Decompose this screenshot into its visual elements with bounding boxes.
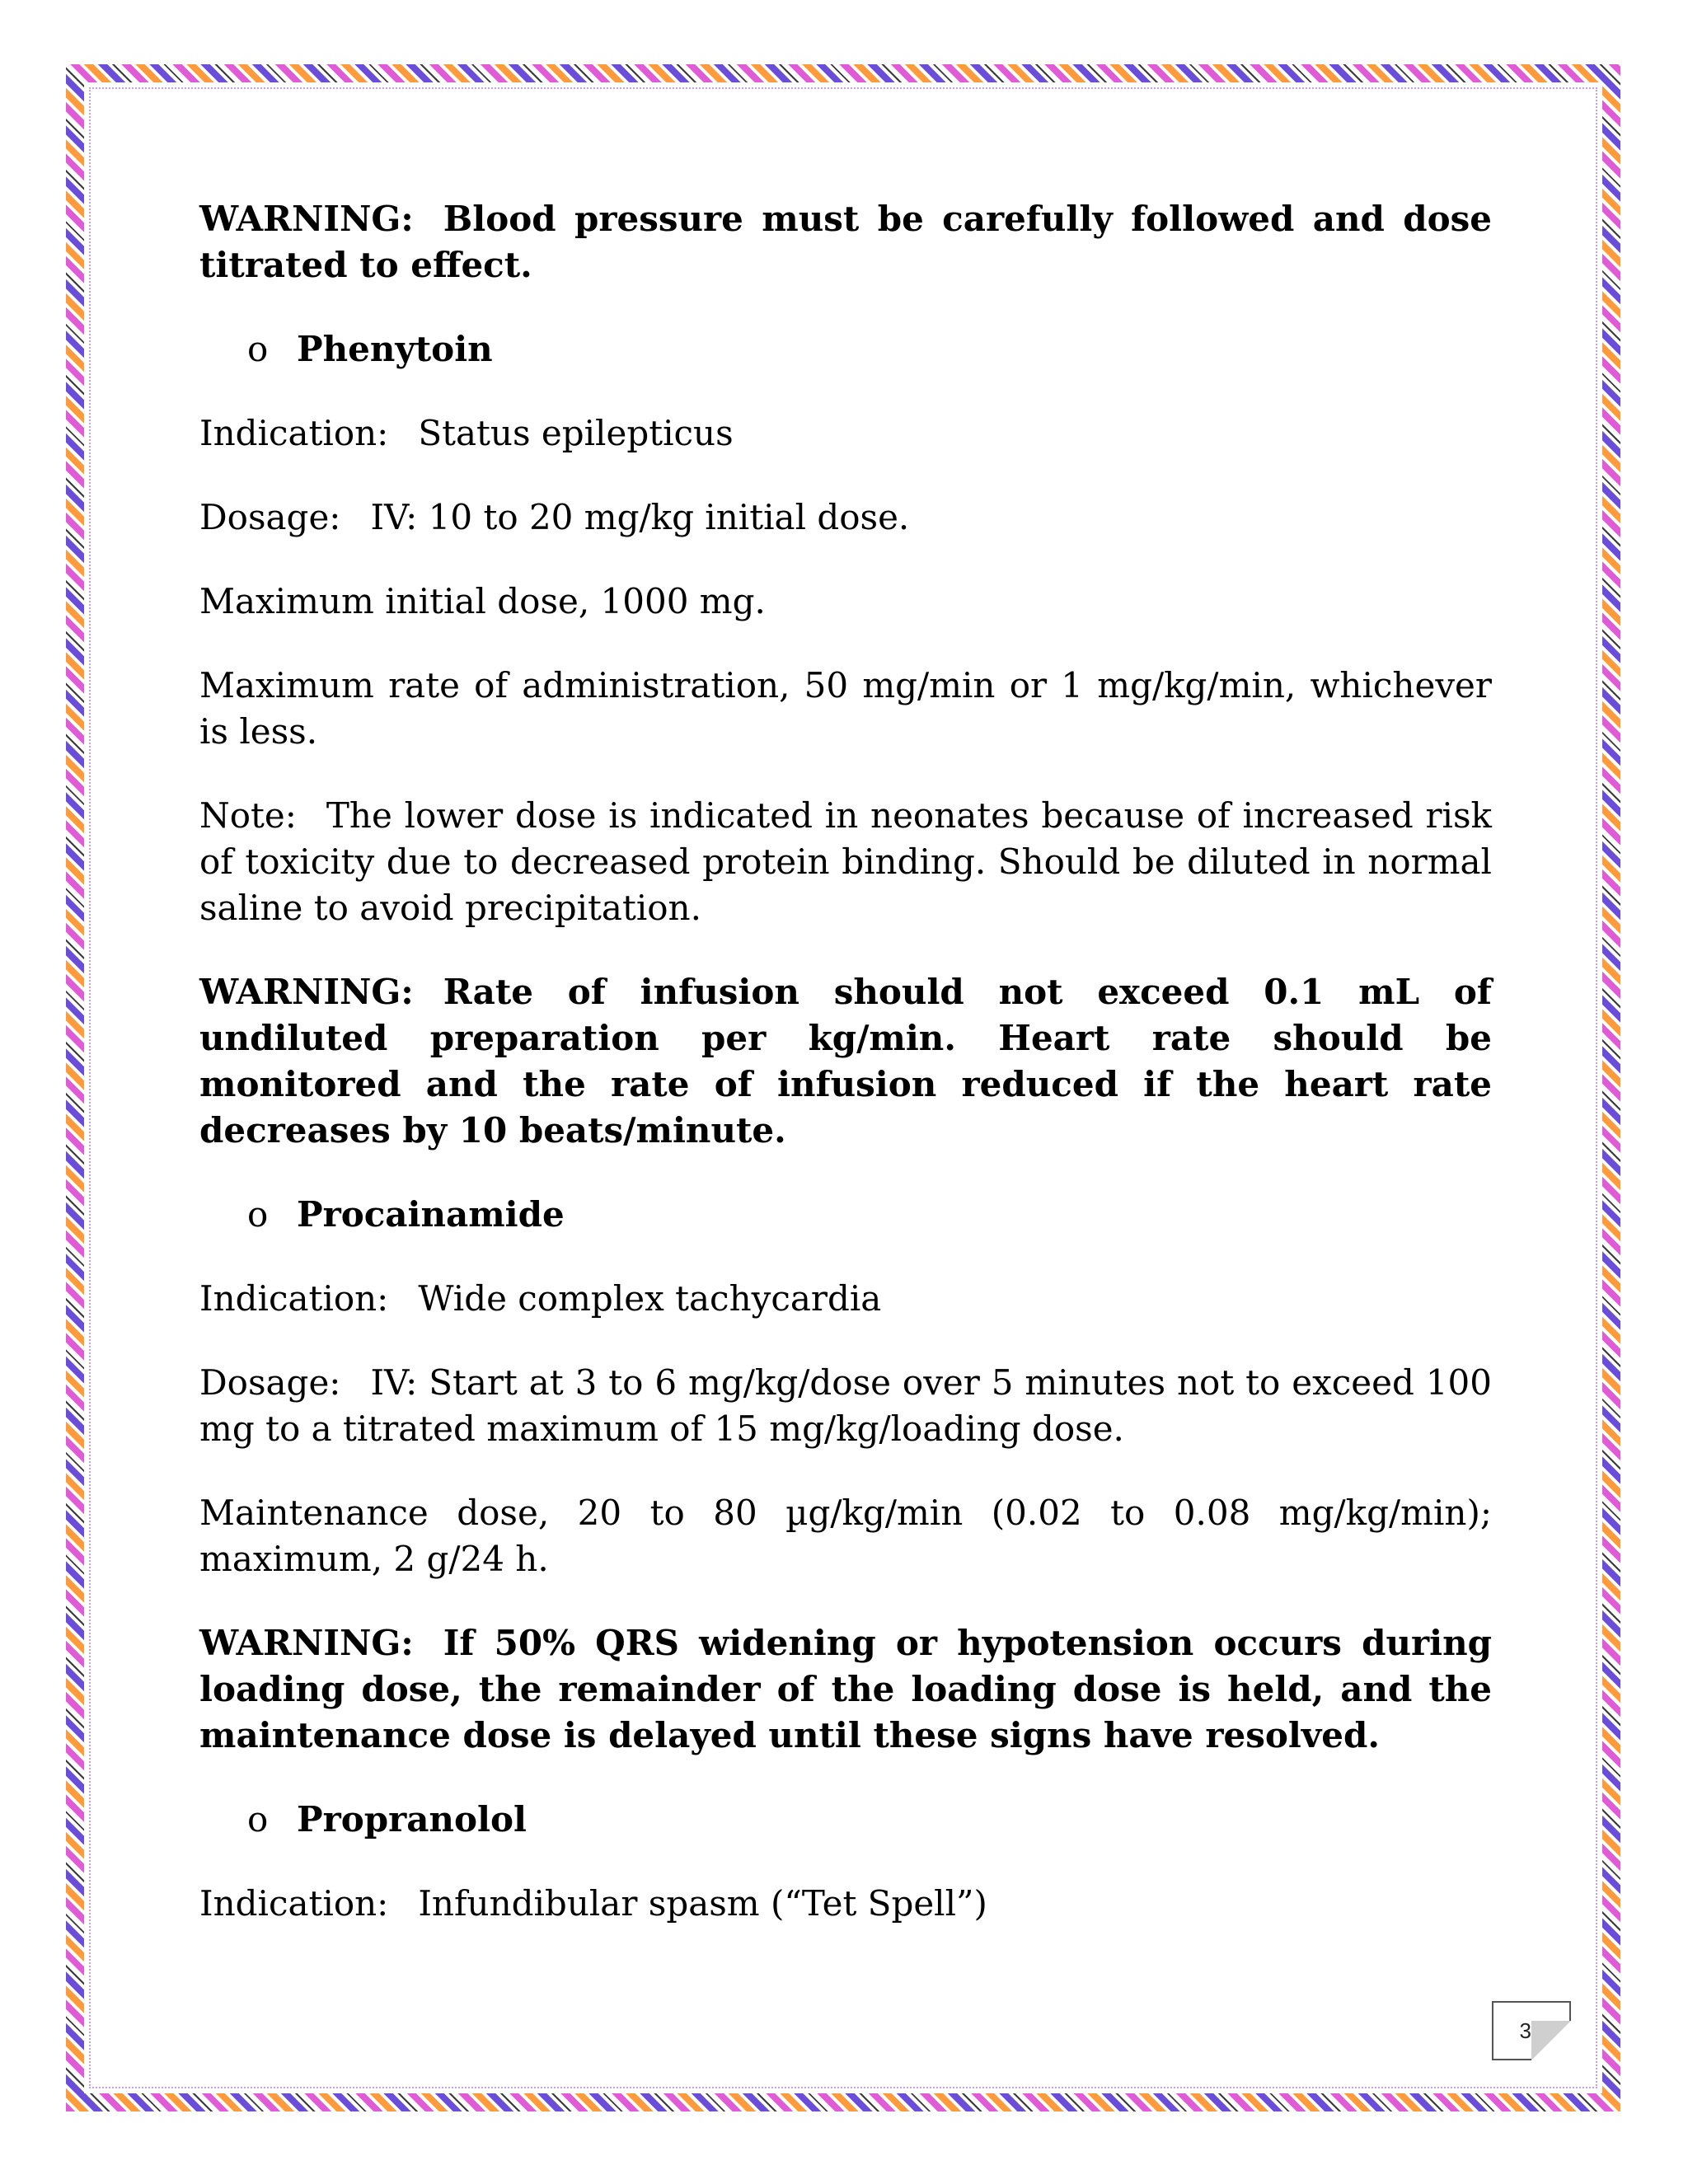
dosage-text: IV: 10 to 20 mg/kg initial dose. [370,497,910,537]
indication-label: Indication: [199,413,389,453]
phenytoin-indication [199,410,1492,457]
page-fold-icon [1531,2021,1571,2060]
note-text: The lower dose is indicated in neonates because of increased risk of toxicity due to decreased protein binding. Should be diluted in normal saline to avoid precipitation. [199,795,1492,928]
procainamide-indication [199,1276,1492,1322]
dosage-label: Dosage: [199,1362,341,1403]
phenytoin-warning [199,969,1492,1154]
section-heading-propranolol [199,1797,1492,1843]
indication-text: Infundibular spasm (“Tet Spell”) [418,1883,987,1924]
indication-text: Status epilepticus [418,413,734,453]
propranolol-indication [199,1881,1492,1927]
procainamide-warning [199,1620,1492,1759]
phenytoin-max-dose: Maximum initial dose, 1000 mg. [199,581,766,621]
indication-label: Indication: [199,1883,389,1924]
warning-blood-pressure [199,196,1492,288]
heading-text: Propranolol [297,1799,527,1840]
note-label: Note: [199,795,297,836]
procainamide-dosage [199,1360,1492,1452]
warning-label: WARNING: [199,199,414,239]
indication-text: Wide complex tachycardia [418,1278,882,1319]
warning-text: Rate of infusion should not exceed 0.1 mL of undiluted preparation per kg/min. Heart rate should be monitored and the rate of infusion reduced if the heart rate decreases by 10 beats/minute. [199,972,1492,1151]
phenytoin-max-rate: Maximum rate of administration, 50 mg/min or 1 mg/kg/min, whichever is less. [199,665,1492,752]
warning-label: WARNING: [199,972,414,1012]
warning-text: If 50% QRS widening or hypotension occurs during loading dose, the remainder of the loading dose is held, and the maintenance dose is delayed until these signs have resolved. [199,1623,1492,1755]
bullet-icon: o [247,1799,269,1840]
dosage-text: IV: Start at 3 to 6 mg/kg/dose over 5 minutes not to exceed 100 mg to a titrated maximum of 15 mg/kg/loading dose. [199,1362,1492,1449]
warning-label: WARNING: [199,1623,414,1663]
indication-label: Indication: [199,1278,389,1319]
heading-text: Phenytoin [297,329,493,369]
page-content [199,196,1492,1965]
heading-text: Procainamide [297,1194,565,1235]
phenytoin-note [199,793,1492,931]
phenytoin-dosage [199,494,1492,541]
page-number: 39 [1519,2018,1544,2043]
procainamide-maintenance: Maintenance dose, 20 to 80 µg/kg/min (0.02 to 0.08 mg/kg/min); maximum, 2 g/24 h. [199,1493,1492,1579]
dosage-label: Dosage: [199,497,341,537]
section-heading-phenytoin [199,326,1492,373]
bullet-icon: o [247,329,269,369]
section-heading-procainamide [199,1192,1492,1238]
warning-text: Blood pressure must be carefully followed and dose titrated to effect. [199,199,1492,285]
bullet-icon: o [247,1194,269,1235]
page-number-box [1492,2001,1571,2060]
